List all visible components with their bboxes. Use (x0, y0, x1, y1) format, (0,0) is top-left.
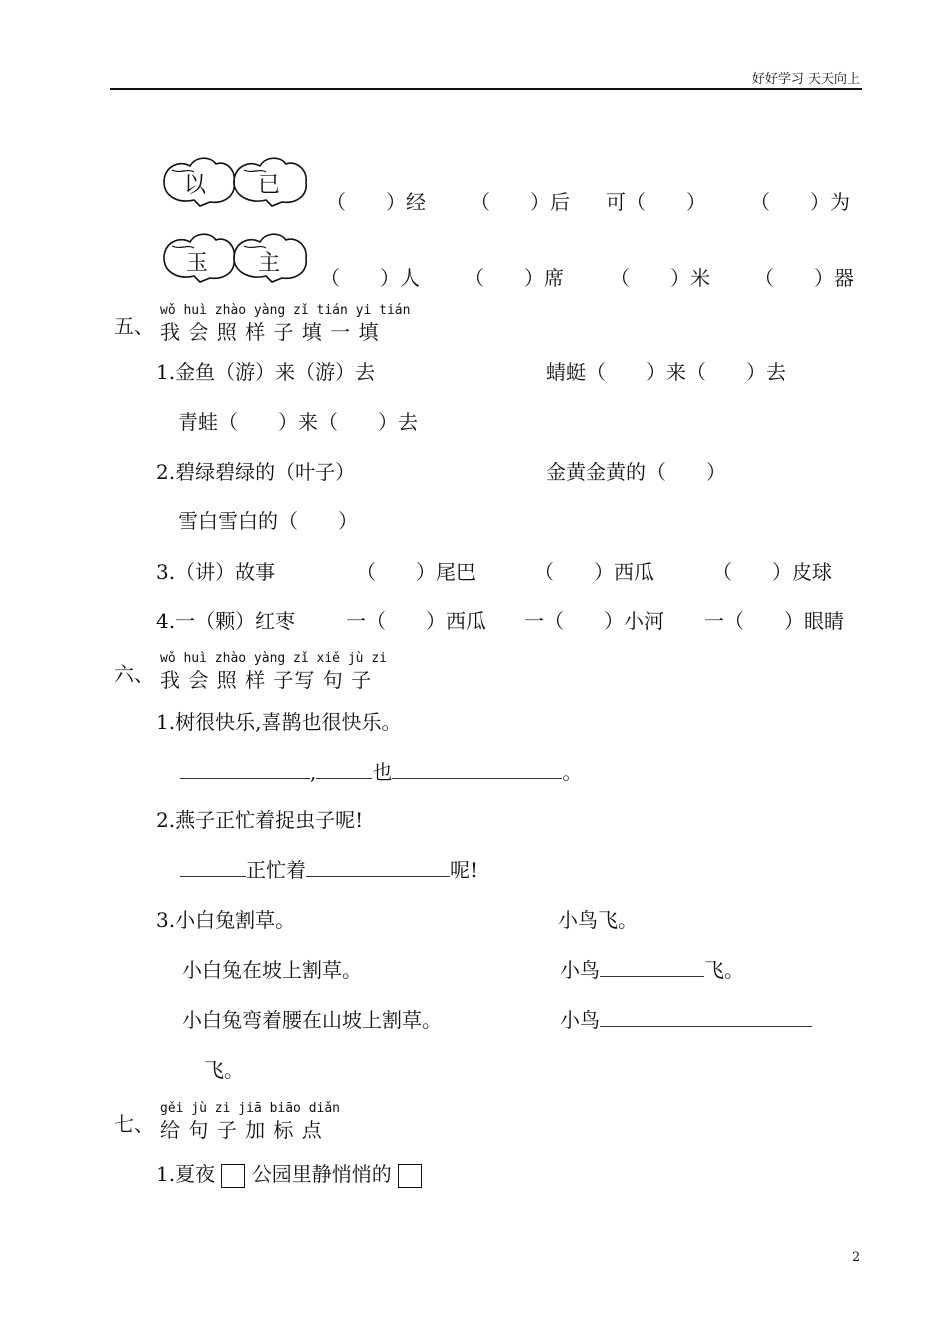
answer-blank[interactable] (600, 958, 704, 977)
leaf-pair-1 (160, 152, 312, 216)
question-text: 雪白雪白的（ ） (178, 509, 358, 533)
question-text: 金黄金黄的（ ） (546, 460, 726, 484)
question-text: 1.金鱼（游）来（游）去 (156, 360, 376, 384)
leaf-char: 已 (258, 173, 281, 198)
question-text: 3.（讲）故事 (156, 560, 276, 584)
header-motto: 好好学习 天天向上 (751, 72, 860, 87)
fill-item: （ ）经 (326, 190, 426, 214)
question-text: 3.小白兔割草。 (156, 908, 296, 932)
question-text: 一（ ）眼睛 (704, 609, 844, 633)
question-text: 1.树很快乐,喜鹊也很快乐。 (156, 710, 402, 734)
section-title: 我 会 照 样 子 填 一 填 (160, 320, 380, 344)
section-number: 六、 (114, 662, 154, 686)
fill-item: （ ）后 (470, 190, 570, 214)
fill-item: （ ）人 (320, 266, 420, 290)
question-text: （ ）皮球 (712, 560, 832, 584)
question-text: 飞。 (204, 1058, 244, 1082)
leaf-char: 以 (184, 173, 207, 198)
punctuation-box[interactable] (398, 1164, 422, 1188)
answer-blank[interactable] (180, 858, 246, 877)
fill-item: 可（ ） (606, 190, 706, 214)
fill-item: （ ）席 (464, 266, 564, 290)
fill-item: （ ）米 (610, 266, 710, 290)
answer-blank[interactable] (600, 1008, 812, 1027)
question-text: 一（ ）西瓜 (346, 609, 486, 633)
section-title: 给 句 子 加 标 点 (160, 1118, 323, 1142)
answer-line: 小鸟 飞。 (560, 958, 744, 982)
punctuation-box[interactable] (221, 1164, 245, 1188)
section-title: 我 会 照 样 子写 句 子 (160, 668, 373, 692)
question-text: 一（ ）小河 (524, 609, 664, 633)
leaf-icon (160, 152, 312, 212)
question-text: （ ）尾巴 (356, 560, 476, 584)
question-line: 1.夏夜 公园里静悄悄的 (156, 1162, 422, 1188)
header-divider (110, 88, 862, 90)
leaf-char: 主 (258, 251, 281, 276)
page-number: 2 (852, 1250, 861, 1265)
section-number: 七、 (114, 1112, 154, 1136)
answer-line: , 也 。 (180, 760, 582, 784)
section-pinyin: gěi jù zi jiā biāo diǎn (160, 1101, 341, 1116)
answer-line: 小鸟 (560, 1008, 812, 1032)
answer-blank[interactable] (392, 760, 562, 779)
answer-blank[interactable] (180, 760, 310, 779)
section-number: 五、 (114, 314, 154, 338)
question-text: 小白兔弯着腰在山坡上割草。 (182, 1008, 442, 1032)
question-text: 4.一（颗）红枣 (156, 609, 296, 633)
section-pinyin: wǒ huì zhào yàng zǐ xiě jù zi (160, 651, 387, 666)
leaf-char: 玉 (186, 251, 209, 276)
leaf-icon (160, 228, 312, 288)
fill-item: （ ）为 (750, 190, 850, 214)
answer-blank[interactable] (306, 858, 450, 877)
question-text: 2.燕子正忙着捉虫子呢! (156, 808, 364, 832)
question-text: 2.碧绿碧绿的（叶子） (156, 460, 356, 484)
answer-line: 正忙着 呢! (180, 858, 478, 882)
question-text: 小白兔在坡上割草。 (182, 958, 362, 982)
leaf-pair-2 (160, 228, 312, 292)
question-text: 蜻蜓（ ）来（ ）去 (546, 360, 786, 384)
section-pinyin: wǒ huì zhào yàng zǐ tián yi tián (160, 303, 411, 318)
question-text: （ ）西瓜 (534, 560, 654, 584)
question-text: 青蛙（ ）来（ ）去 (178, 410, 418, 434)
question-text: 小鸟飞。 (558, 908, 638, 932)
fill-item: （ ）器 (754, 266, 854, 290)
answer-blank[interactable] (316, 760, 372, 779)
